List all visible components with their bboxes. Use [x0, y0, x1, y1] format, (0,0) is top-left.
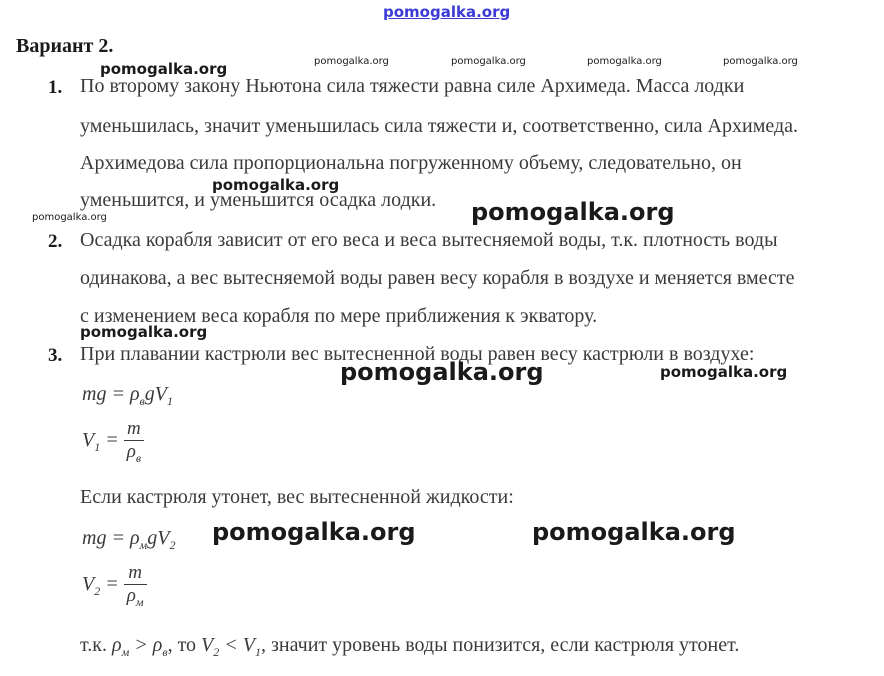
item-number: 3. — [48, 345, 63, 366]
item-2-line-1: Осадка корабля зависит от его веса и веса вытесняемой воды, т.к. плотность воды — [80, 229, 778, 251]
watermark: pomogalka.org — [451, 56, 526, 67]
watermark: pomogalka.org — [587, 56, 662, 67]
item-1-line-2: уменьшилась, значит уменьшилась сила тяжести и, соответственно, сила Архимеда. — [80, 115, 799, 137]
watermark: pomogalka.org — [660, 363, 788, 381]
watermark: pomogalka.org — [723, 56, 798, 67]
variant-heading: Вариант 2. — [16, 35, 114, 57]
watermark: pomogalka.org — [32, 212, 107, 223]
watermark: pomogalka.org — [471, 198, 675, 226]
watermark: pomogalka.org — [340, 358, 544, 386]
item-1-line-3: Архимедова сила пропорциональна погруженному объему, следовательно, он — [80, 152, 742, 174]
watermark: pomogalka.org — [532, 518, 736, 546]
item-2-line-3: с изменением веса корабля по мере приближения к экватору. — [80, 305, 598, 327]
watermark: pomogalka.org — [314, 56, 389, 67]
header-watermark: pomogalka.org — [383, 3, 511, 21]
formula-volume-2: $V_2$ = $\frac{m}{\rho_м}$ — [82, 562, 147, 610]
watermark: pomogalka.org — [212, 518, 416, 546]
item-1-line-4: уменьшится, и уменьшится осадка лодки. — [80, 189, 437, 211]
item-1-line-1: По второму закону Ньютона сила тяжести равна силе Архимеда. Масса лодки — [80, 75, 745, 97]
conclusion-line: т.к. $\rho_м > \rho_в$, то $V_2 < V_1$, значит уровень воды понизится, если кастрюля утонет. — [80, 634, 740, 659]
watermark: pomogalka.org — [100, 60, 228, 78]
formula-buoyancy-metal: mg = $\rho_мgV_2$ — [82, 527, 176, 552]
watermark: pomogalka.org — [212, 176, 340, 194]
item-number: 1. — [48, 77, 63, 98]
watermark: pomogalka.org — [80, 323, 208, 341]
formula-volume-1: $V_1$ = $\frac{m}{\rho_в}$ — [82, 418, 144, 466]
sink-text: Если кастрюля утонет, вес вытесненной жидкости: — [80, 486, 514, 508]
item-number: 2. — [48, 231, 63, 252]
formula-buoyancy-water: mg = $\rho_вgV_1$ — [82, 383, 173, 408]
item-2-line-2: одинакова, а вес вытесняемой воды равен весу корабля в воздухе и меняется вместе — [80, 267, 795, 289]
item-3-line-1: При плавании кастрюли вес вытесненной воды равен весу кастрюли в воздухе: — [80, 343, 755, 365]
